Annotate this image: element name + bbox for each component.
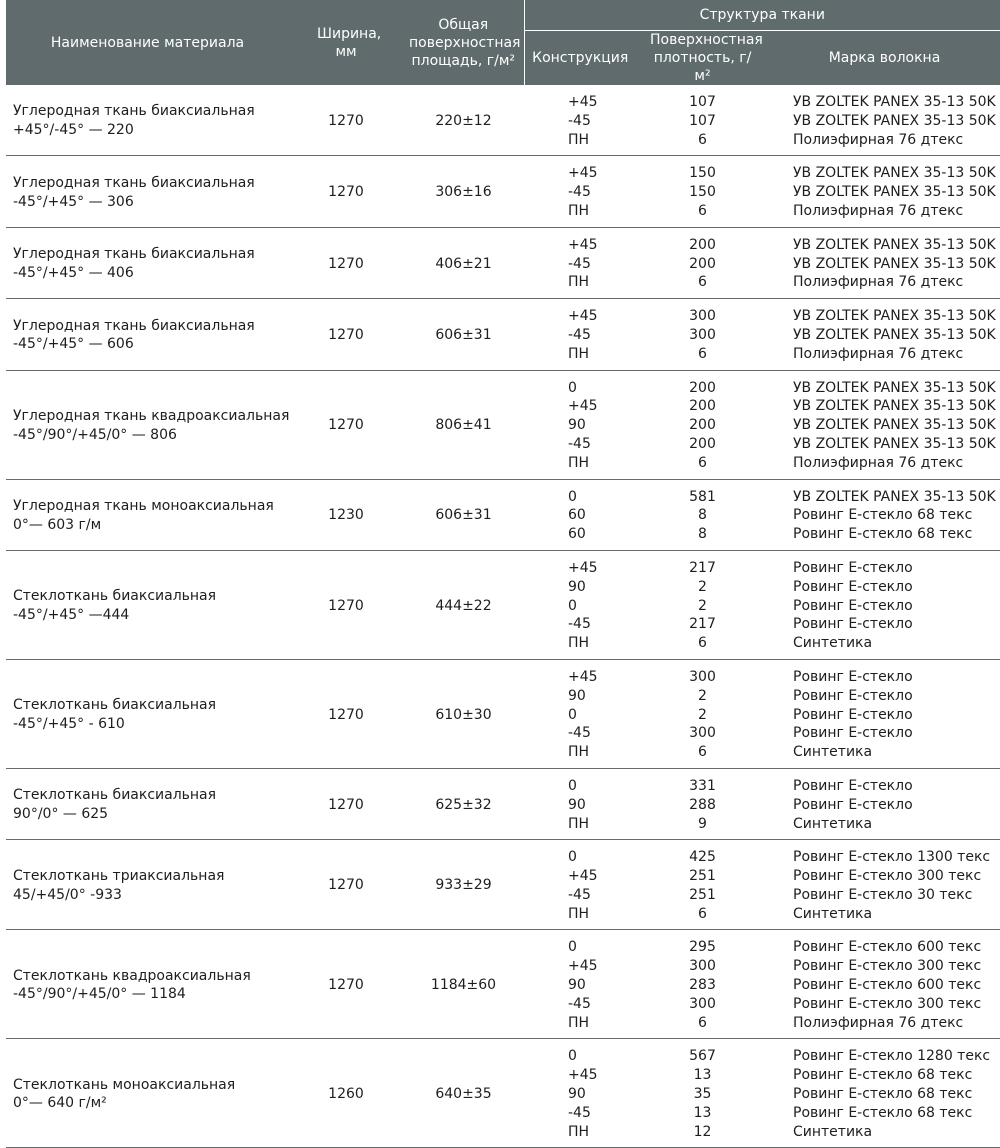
area-cell: [403, 1039, 524, 1148]
fiber-value: УВ ZOLTEK PANEX 35-13 50K: [793, 184, 996, 201]
construction-value: -45: [568, 255, 591, 272]
density-value: 8: [698, 507, 707, 524]
area-cell: [403, 768, 524, 839]
area-cell: [403, 659, 524, 768]
material-name-cell: [6, 659, 289, 768]
construction-cell: [524, 370, 636, 479]
area-cell: [403, 550, 524, 659]
fiber-value: УВ ZOLTEK PANEX 35-13 50K: [793, 379, 996, 396]
table-row: [6, 227, 1000, 298]
fiber-value: Синтетика: [793, 905, 873, 922]
construction-value: +45: [568, 668, 598, 685]
density-value: 567: [689, 1048, 716, 1065]
density-value: 13: [693, 1067, 712, 1084]
material-name-line: Углеродная ткань биаксиальная: [13, 246, 255, 263]
construction-value: ПН: [568, 1014, 590, 1031]
material-name-line: -45°/+45° — 406: [13, 264, 134, 281]
material-name-line: Стеклоткань квадроаксиальная: [13, 967, 251, 984]
fiber-value: Ровинг Е-стекло 600 текс: [793, 977, 982, 994]
density-value: 6: [698, 274, 707, 291]
material-name-cell: [6, 840, 289, 930]
construction-cell: [524, 768, 636, 839]
fiber-value: Ровинг Е-стекло: [793, 796, 913, 813]
construction-cell: [524, 479, 636, 550]
fiber-cell: [769, 1039, 1000, 1148]
density-value: 13: [693, 1104, 712, 1121]
construction-value: ПН: [568, 202, 590, 219]
width-value: 1270: [328, 977, 364, 994]
density-value: 12: [693, 1123, 712, 1140]
construction-value: +45: [568, 868, 598, 885]
density-value: 6: [698, 1014, 707, 1031]
fiber-value: УВ ZOLTEK PANEX 35-13 50K: [793, 326, 996, 343]
construction-value: 60: [568, 507, 586, 524]
fiber-value: УВ ZOLTEK PANEX 35-13 50K: [793, 165, 996, 182]
table-header: [6, 0, 1000, 85]
material-name-cell: [6, 550, 289, 659]
density-value: 300: [689, 958, 716, 975]
area-value: 806±41: [435, 417, 492, 434]
density-value: 35: [693, 1086, 712, 1103]
fiber-value: УВ ZOLTEK PANEX 35-13 50K: [793, 435, 996, 452]
density-value: 200: [689, 417, 716, 434]
fiber-cell: [769, 550, 1000, 659]
material-name-cell: [6, 156, 289, 227]
fiber-value: Ровинг Е-стекло: [793, 597, 913, 614]
table-row: [6, 659, 1000, 768]
density-cell: [636, 659, 769, 768]
density-cell: [636, 1039, 769, 1148]
density-value: 295: [689, 939, 716, 956]
width-cell: [289, 1039, 403, 1148]
density-value: 200: [689, 398, 716, 415]
width-cell: [289, 156, 403, 227]
area-value: 625±32: [435, 796, 492, 813]
table-row: [6, 550, 1000, 659]
fiber-value: Ровинг Е-стекло 68 текс: [793, 526, 973, 543]
density-value: 581: [689, 488, 716, 505]
area-value: 610±30: [435, 706, 492, 723]
density-cell: [636, 768, 769, 839]
fiber-value: Ровинг Е-стекло 1300 текс: [793, 849, 991, 866]
fiber-value: Ровинг Е-стекло 300 текс: [793, 958, 982, 975]
table-row: [6, 479, 1000, 550]
density-cell: [636, 840, 769, 930]
construction-value: +45: [568, 559, 598, 576]
area-cell: [403, 227, 524, 298]
construction-value: -45: [568, 995, 591, 1012]
construction-cell: [524, 550, 636, 659]
construction-value: ПН: [568, 815, 590, 832]
fiber-value: Синтетика: [793, 635, 873, 652]
area-cell: [403, 840, 524, 930]
table-row: [6, 1039, 1000, 1148]
area-cell: [403, 930, 524, 1039]
fiber-value: Ровинг Е-стекло: [793, 725, 913, 742]
construction-value: 0: [568, 379, 577, 396]
table-row: [6, 768, 1000, 839]
density-value: 200: [689, 379, 716, 396]
table-row: [6, 85, 1000, 156]
fiber-value: Ровинг Е-стекло 30 текс: [793, 886, 973, 903]
density-value: 2: [698, 597, 707, 614]
construction-cell: [524, 85, 636, 156]
header-fabric-structure: Структура ткани: [524, 0, 1000, 31]
construction-value: ПН: [568, 744, 590, 761]
width-cell: [289, 659, 403, 768]
width-cell: [289, 85, 403, 156]
material-name-line: Стеклоткань биаксиальная: [13, 787, 217, 804]
density-value: 200: [689, 435, 716, 452]
material-name-cell: [6, 299, 289, 370]
material-name-line: Углеродная ткань квадроаксиальная: [13, 407, 290, 424]
construction-value: +45: [568, 236, 598, 253]
density-value: 300: [689, 326, 716, 343]
area-cell: [403, 156, 524, 227]
fiber-value: Ровинг Е-стекло 68 текс: [793, 1067, 973, 1084]
density-value: 283: [689, 977, 716, 994]
table-row: [6, 370, 1000, 479]
density-value: 2: [698, 706, 707, 723]
material-name-line: +45°/-45° — 220: [13, 122, 134, 139]
density-cell: [636, 227, 769, 298]
fiber-value: Ровинг Е-стекло: [793, 687, 913, 704]
area-value: 933±29: [435, 877, 492, 894]
material-name-cell: [6, 370, 289, 479]
density-value: 2: [698, 578, 707, 595]
width-value: 1230: [328, 507, 364, 524]
construction-value: ПН: [568, 635, 590, 652]
fiber-value: Полиэфирная 76 дтекс: [793, 345, 964, 362]
fiber-cell: [769, 479, 1000, 550]
table-row: [6, 299, 1000, 370]
width-value: 1270: [328, 796, 364, 813]
density-value: 425: [689, 849, 716, 866]
material-name-line: -45°/90°/+45/0° — 1184: [13, 986, 186, 1003]
construction-value: 60: [568, 526, 586, 543]
fiber-value: УВ ZOLTEK PANEX 35-13 50K: [793, 488, 996, 505]
material-name-line: Стеклоткань биаксиальная: [13, 697, 217, 714]
construction-value: 0: [568, 939, 577, 956]
table-body: [6, 85, 1000, 1148]
area-value: 444±22: [435, 597, 492, 614]
density-value: 300: [689, 995, 716, 1012]
construction-value: +45: [568, 958, 598, 975]
construction-value: +45: [568, 165, 598, 182]
construction-value: -45: [568, 725, 591, 742]
material-name-cell: [6, 930, 289, 1039]
density-value: 2: [698, 687, 707, 704]
material-name-line: 0°— 603 г/м: [13, 516, 102, 533]
material-name-line: -45°/+45° — 606: [13, 336, 134, 353]
fiber-cell: [769, 227, 1000, 298]
construction-cell: [524, 840, 636, 930]
width-value: 1270: [328, 877, 364, 894]
area-value: 640±35: [435, 1086, 492, 1103]
density-value: 217: [689, 559, 716, 576]
width-value: 1270: [328, 255, 364, 272]
material-name-line: Углеродная ткань биаксиальная: [13, 103, 255, 120]
width-cell: [289, 299, 403, 370]
density-cell: [636, 299, 769, 370]
construction-value: -45: [568, 184, 591, 201]
construction-cell: [524, 1039, 636, 1148]
density-value: 6: [698, 635, 707, 652]
width-value: 1270: [328, 706, 364, 723]
construction-value: 90: [568, 687, 586, 704]
material-name-line: Стеклоткань биаксиальная: [13, 588, 217, 605]
material-name-line: 0°— 640 г/м²: [13, 1095, 107, 1112]
area-value: 220±12: [435, 112, 492, 129]
fiber-value: Полиэфирная 76 дтекс: [793, 202, 964, 219]
area-value: 606±31: [435, 326, 492, 343]
area-cell: [403, 299, 524, 370]
construction-value: 0: [568, 597, 577, 614]
fiber-value: Ровинг Е-стекло 1280 текс: [793, 1048, 991, 1065]
density-value: 300: [689, 668, 716, 685]
width-value: 1260: [328, 1086, 364, 1103]
construction-value: ПН: [568, 905, 590, 922]
density-value: 217: [689, 616, 716, 633]
fiber-cell: [769, 930, 1000, 1039]
material-name-line: Углеродная ткань биаксиальная: [13, 317, 255, 334]
construction-value: ПН: [568, 1123, 590, 1140]
area-value: 1184±60: [430, 977, 497, 994]
material-name-cell: [6, 85, 289, 156]
construction-value: -45: [568, 435, 591, 452]
density-value: 331: [689, 777, 716, 794]
density-value: 6: [698, 454, 707, 471]
construction-value: 90: [568, 977, 586, 994]
fiber-value: Полиэфирная 76 дтекс: [793, 454, 964, 471]
area-value: 306±16: [435, 184, 492, 201]
fiber-value: Полиэфирная 76 дтекс: [793, 131, 964, 148]
material-name-line: Стеклоткань моноаксиальная: [13, 1076, 236, 1093]
construction-value: -45: [568, 1104, 591, 1121]
table-row: [6, 156, 1000, 227]
construction-cell: [524, 299, 636, 370]
density-value: 288: [689, 796, 716, 813]
width-cell: [289, 370, 403, 479]
area-cell: [403, 370, 524, 479]
construction-value: 0: [568, 488, 577, 505]
density-value: 107: [689, 112, 716, 129]
fiber-value: Синтетика: [793, 815, 873, 832]
width-value: 1270: [328, 417, 364, 434]
construction-value: -45: [568, 616, 591, 633]
construction-value: +45: [568, 398, 598, 415]
density-value: 9: [698, 815, 707, 832]
density-value: 6: [698, 131, 707, 148]
density-cell: [636, 930, 769, 1039]
fiber-value: Ровинг Е-стекло 68 текс: [793, 507, 973, 524]
materials-table: [6, 0, 1000, 1148]
material-name-cell: [6, 479, 289, 550]
material-name-line: Стеклоткань триаксиальная: [13, 868, 225, 885]
construction-cell: [524, 156, 636, 227]
material-name-line: Углеродная ткань биаксиальная: [13, 174, 255, 191]
fiber-cell: [769, 840, 1000, 930]
density-value: 300: [689, 725, 716, 742]
fiber-value: УВ ZOLTEK PANEX 35-13 50K: [793, 308, 996, 325]
density-value: 6: [698, 905, 707, 922]
construction-cell: [524, 659, 636, 768]
header-material-name: Наименование материала: [6, 0, 289, 85]
fiber-value: УВ ZOLTEK PANEX 35-13 50K: [793, 255, 996, 272]
header-fiber-brand: Марка волокна: [769, 31, 1000, 86]
material-name-line: -45°/+45° —444: [13, 606, 130, 623]
fiber-value: Полиэфирная 76 дтекс: [793, 274, 964, 291]
header-surface-density: Поверхностная плотность, г/м²: [636, 31, 769, 86]
construction-value: 90: [568, 578, 586, 595]
density-value: 8: [698, 526, 707, 543]
density-value: 300: [689, 308, 716, 325]
fiber-cell: [769, 156, 1000, 227]
width-value: 1270: [328, 184, 364, 201]
construction-value: 90: [568, 1086, 586, 1103]
construction-value: -45: [568, 886, 591, 903]
material-name-line: -45°/+45° — 306: [13, 193, 134, 210]
construction-value: 0: [568, 706, 577, 723]
density-cell: [636, 156, 769, 227]
construction-value: 90: [568, 796, 586, 813]
construction-value: 0: [568, 777, 577, 794]
fiber-value: Ровинг Е-стекло 300 текс: [793, 868, 982, 885]
density-value: 6: [698, 345, 707, 362]
table-row: [6, 840, 1000, 930]
construction-value: +45: [568, 1067, 598, 1084]
density-cell: [636, 550, 769, 659]
fiber-value: Полиэфирная 76 дтекс: [793, 1014, 964, 1031]
density-cell: [636, 85, 769, 156]
density-cell: [636, 370, 769, 479]
fiber-cell: [769, 299, 1000, 370]
fiber-value: УВ ZOLTEK PANEX 35-13 50K: [793, 398, 996, 415]
construction-value: -45: [568, 326, 591, 343]
fiber-value: УВ ZOLTEK PANEX 35-13 50K: [793, 94, 996, 110]
construction-cell: [524, 930, 636, 1039]
width-cell: [289, 768, 403, 839]
width-cell: [289, 550, 403, 659]
density-cell: [636, 479, 769, 550]
material-name-cell: [6, 768, 289, 839]
construction-value: +45: [568, 308, 598, 325]
fiber-value: Ровинг Е-стекло 300 текс: [793, 995, 982, 1012]
width-cell: [289, 227, 403, 298]
material-name-line: Углеродная ткань моноаксиальная: [13, 497, 274, 514]
construction-value: -45: [568, 112, 591, 129]
density-value: 251: [689, 886, 716, 903]
width-cell: [289, 479, 403, 550]
width-value: 1270: [328, 112, 364, 129]
fiber-value: Ровинг Е-стекло 68 текс: [793, 1104, 973, 1121]
fiber-cell: [769, 768, 1000, 839]
header-total-area: Общая поверхностная площадь, г/м²: [403, 0, 524, 85]
density-value: 6: [698, 744, 707, 761]
width-value: 1270: [328, 597, 364, 614]
density-value: 107: [689, 94, 716, 110]
fiber-value: Синтетика: [793, 1123, 873, 1140]
material-name-line: -45°/+45° - 610: [13, 715, 125, 732]
fiber-value: Ровинг Е-стекло: [793, 616, 913, 633]
density-value: 150: [689, 165, 716, 182]
construction-cell: [524, 227, 636, 298]
density-value: 200: [689, 255, 716, 272]
fiber-value: Ровинг Е-стекло: [793, 578, 913, 595]
material-name-line: 45/+45/0° -933: [13, 886, 122, 903]
header-construction: Конструкция: [524, 31, 636, 86]
construction-value: +45: [568, 94, 598, 110]
fiber-cell: [769, 85, 1000, 156]
material-name-cell: [6, 1039, 289, 1148]
density-value: 251: [689, 868, 716, 885]
construction-value: ПН: [568, 454, 590, 471]
header-width: Ширина, мм: [289, 0, 403, 85]
density-value: 6: [698, 202, 707, 219]
construction-value: ПН: [568, 274, 590, 291]
density-value: 200: [689, 236, 716, 253]
material-name-line: 90°/0° — 625: [13, 806, 109, 823]
construction-value: 90: [568, 417, 586, 434]
material-name-cell: [6, 227, 289, 298]
area-value: 606±31: [435, 507, 492, 524]
fiber-value: Ровинг Е-стекло: [793, 668, 913, 685]
construction-value: ПН: [568, 345, 590, 362]
fiber-value: Ровинг Е-стекло: [793, 559, 913, 576]
fiber-value: Ровинг Е-стекло 600 текс: [793, 939, 982, 956]
fiber-value: Ровинг Е-стекло: [793, 777, 913, 794]
density-value: 150: [689, 184, 716, 201]
width-cell: [289, 930, 403, 1039]
fiber-value: Синтетика: [793, 744, 873, 761]
fiber-cell: [769, 659, 1000, 768]
width-value: 1270: [328, 326, 364, 343]
fiber-value: УВ ZOLTEK PANEX 35-13 50K: [793, 236, 996, 253]
fiber-value: УВ ZOLTEK PANEX 35-13 50K: [793, 112, 996, 129]
fiber-value: УВ ZOLTEK PANEX 35-13 50K: [793, 417, 996, 434]
fiber-value: Ровинг Е-стекло: [793, 706, 913, 723]
area-cell: [403, 479, 524, 550]
table-row: [6, 930, 1000, 1039]
area-cell: [403, 85, 524, 156]
construction-value: 0: [568, 1048, 577, 1065]
fiber-cell: [769, 370, 1000, 479]
construction-value: 0: [568, 849, 577, 866]
material-name-line: -45°/90°/+45/0° — 806: [13, 426, 177, 443]
construction-value: ПН: [568, 131, 590, 148]
area-value: 406±21: [435, 255, 492, 272]
fiber-value: Ровинг Е-стекло 68 текс: [793, 1086, 973, 1103]
width-cell: [289, 840, 403, 930]
